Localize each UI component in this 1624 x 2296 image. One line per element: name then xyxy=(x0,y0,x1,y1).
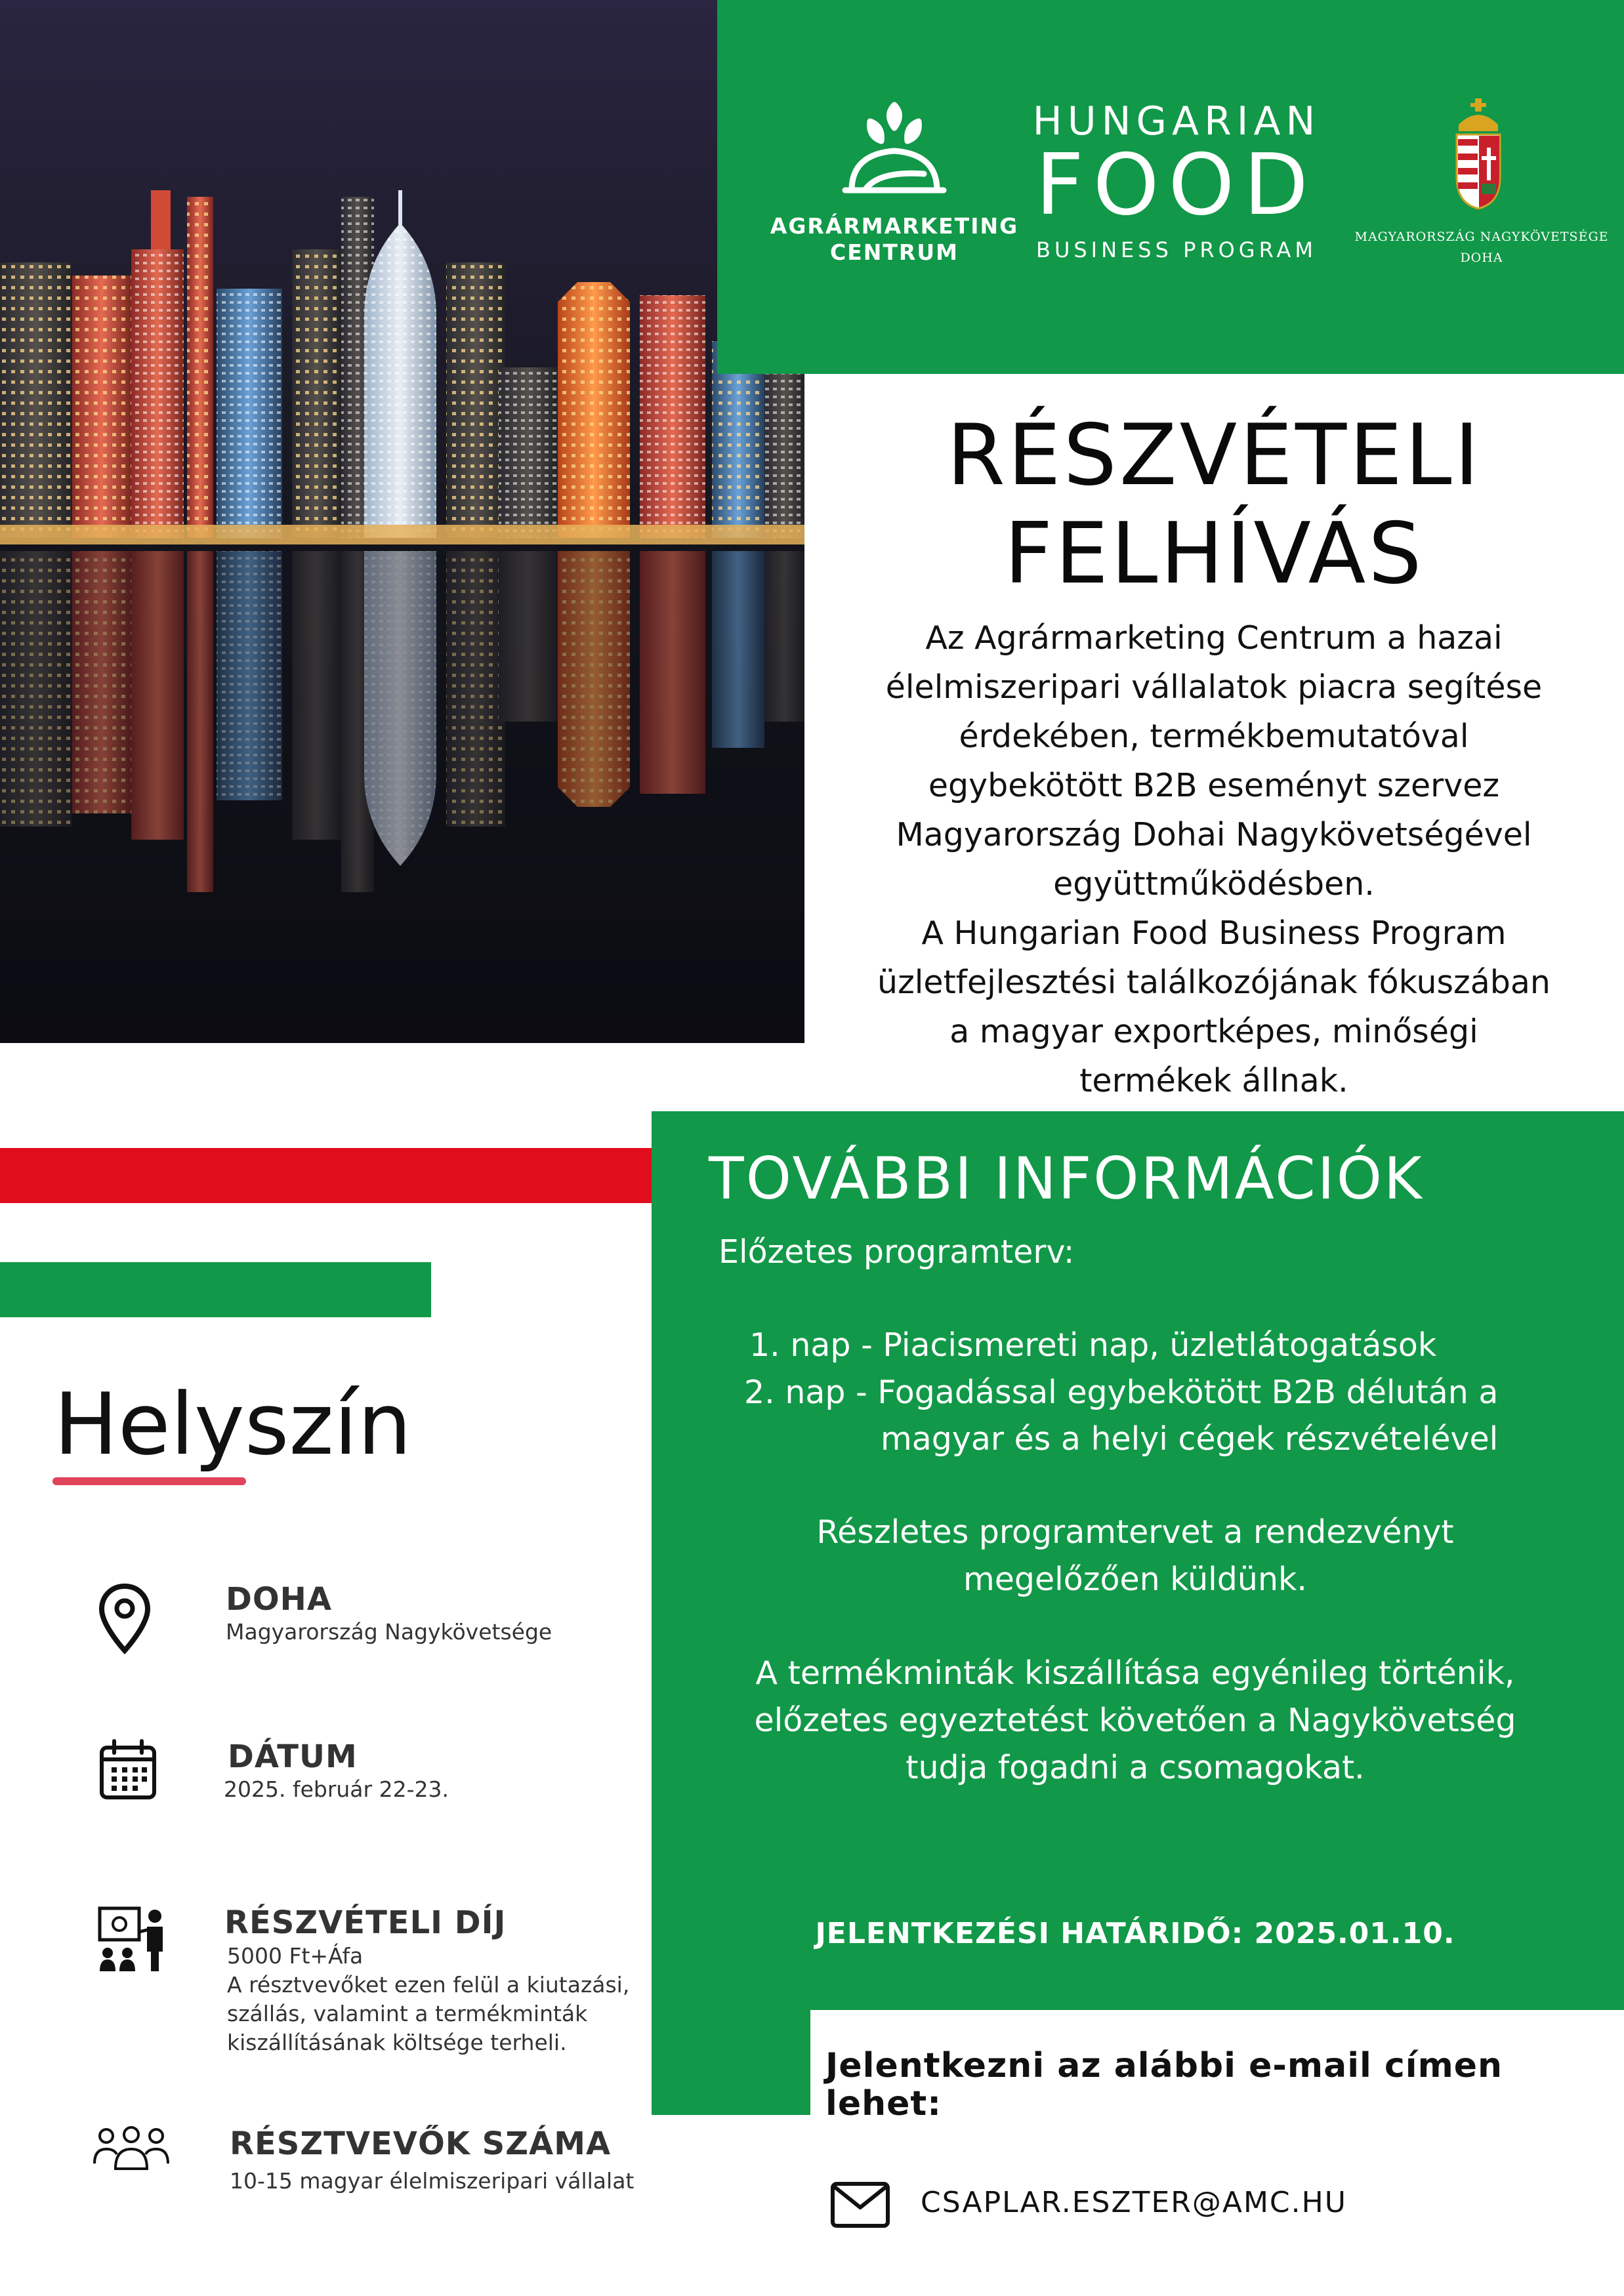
fee-note-line: A résztvevőket ezen felül a kiutazási, xyxy=(227,1972,630,1998)
paragraph-line: tudja fogadni a csomagokat. xyxy=(906,1749,1365,1786)
skyline-illustration xyxy=(0,0,804,1043)
calendar-icon xyxy=(98,1738,157,1801)
hungarian-food-logo-bottom: BUSINESS PROGRAM xyxy=(1035,237,1318,262)
contact-email-link[interactable]: CSAPLAR.ESZTER@AMC.HU xyxy=(921,2186,1347,2219)
apply-instruction xyxy=(825,2047,1600,2123)
location-title: DOHA xyxy=(226,1581,332,1618)
fee-note-line: kiszállításának költsége terheli. xyxy=(227,2030,567,2055)
date-subtitle: 2025. február 22-23. xyxy=(224,1776,449,1802)
info-panel-extension xyxy=(652,2010,810,2115)
fee-amount: 5000 Ft+Áfa xyxy=(227,1943,364,1969)
fee-note-line: szállás, valamint a termékminták xyxy=(227,2001,588,2026)
page-title xyxy=(804,407,1624,604)
program-item-2-continuation: magyar és a helyi cégek részvételével xyxy=(881,1420,1499,1458)
intro-line: Az Agrármarketing Centrum a hazai xyxy=(925,619,1503,657)
agrarmarketing-logo-line2: CENTRUM xyxy=(830,239,959,265)
embassy-logo-line1: MAGYARORSZÁG NAGYKÖVETSÉGE xyxy=(1354,230,1609,244)
hungarian-food-logo-top: HUNGARIAN xyxy=(1032,98,1321,144)
paragraph-line: megelőzően küldünk. xyxy=(963,1561,1307,1598)
mail-envelope-icon xyxy=(830,2181,890,2228)
green-stripe-divider xyxy=(0,1262,431,1317)
intro-line: a magyar exportképes, minőségi xyxy=(949,1013,1478,1050)
participants-title: RÉSZTVEVŐK SZÁMA xyxy=(230,2125,612,2162)
apply-instruction-line2: lehet: xyxy=(825,2084,942,2123)
intro-paragraph xyxy=(814,613,1614,1105)
page-title-line2: FELHÍVÁS xyxy=(1004,505,1425,603)
participants-subtitle: 10-15 magyar élelmiszeripari vállalat xyxy=(230,2168,635,2194)
intro-line: együttműködésben. xyxy=(1053,865,1375,903)
program-item-1 xyxy=(749,1322,1436,1369)
shipping-note-paragraph xyxy=(728,1650,1542,1792)
program-item-number: 1. xyxy=(749,1326,780,1364)
program-item-text: nap - Fogadással egybekötött B2B délután a xyxy=(785,1374,1499,1411)
header-logo-bar xyxy=(717,0,1624,374)
intro-line: egybekötött B2B eseményt szervez xyxy=(928,767,1500,804)
paragraph-line: Részletes programtervet a rendezvényt xyxy=(816,1513,1454,1551)
intro-line: üzletfejlesztési találkozójának fókuszában xyxy=(877,964,1551,1001)
program-item-text: nap - Piacismereti nap, üzletlátogatások xyxy=(790,1326,1437,1364)
location-heading: Helyszín xyxy=(54,1374,412,1474)
program-item-number: 2. xyxy=(744,1374,775,1411)
program-item-2 xyxy=(744,1369,1498,1416)
program-subtitle: Előzetes programterv: xyxy=(718,1233,1075,1271)
intro-line: termékek állnak. xyxy=(1079,1062,1348,1099)
intro-line: élelmiszeripari vállalatok piacra segítése xyxy=(885,668,1543,706)
intro-line: Magyarország Dohai Nagykövetségével xyxy=(896,816,1532,853)
location-pin-icon xyxy=(95,1581,154,1656)
apply-instruction-line1: Jelentkezni az alábbi e-mail címen xyxy=(825,2046,1503,2085)
embassy-logo-line2: DOHA xyxy=(1460,251,1503,265)
paragraph-line: A termékminták kiszállítása egyénileg történik, xyxy=(755,1654,1515,1692)
fee-details xyxy=(227,1942,660,2057)
hungarian-food-logo-middle: FOOD xyxy=(1035,136,1318,234)
coat-of-arms-icon xyxy=(1449,98,1508,210)
intro-line: érdekében, termékbemutatóval xyxy=(959,718,1469,755)
date-title: DÁTUM xyxy=(228,1738,358,1775)
info-title: TOVÁBBI INFORMÁCIÓK xyxy=(709,1145,1424,1212)
red-stripe-divider xyxy=(0,1148,652,1203)
fee-title: RÉSZVÉTELI DÍJ xyxy=(224,1904,507,1941)
program-note-paragraph xyxy=(728,1509,1542,1603)
heading-underline xyxy=(52,1477,246,1485)
group-users-icon xyxy=(92,2125,171,2171)
page-title-line1: RÉSZVÉTELI xyxy=(946,407,1482,504)
city-skyline-photo xyxy=(0,0,804,1043)
paragraph-line: előzetes egyeztetést követően a Nagykövetség xyxy=(754,1702,1516,1739)
location-subtitle: Magyarország Nagykövetsége xyxy=(226,1619,552,1645)
intro-line: A Hungarian Food Business Program xyxy=(921,914,1507,952)
presentation-audience-icon xyxy=(97,1906,169,1975)
application-deadline: JELENTKEZÉSI HATÁRIDŐ: 2025.01.10. xyxy=(815,1917,1455,1950)
agrarmarketing-logo-line1: AGRÁRMARKETING xyxy=(770,213,1019,239)
agrarmarketing-logo-icon xyxy=(812,92,976,203)
